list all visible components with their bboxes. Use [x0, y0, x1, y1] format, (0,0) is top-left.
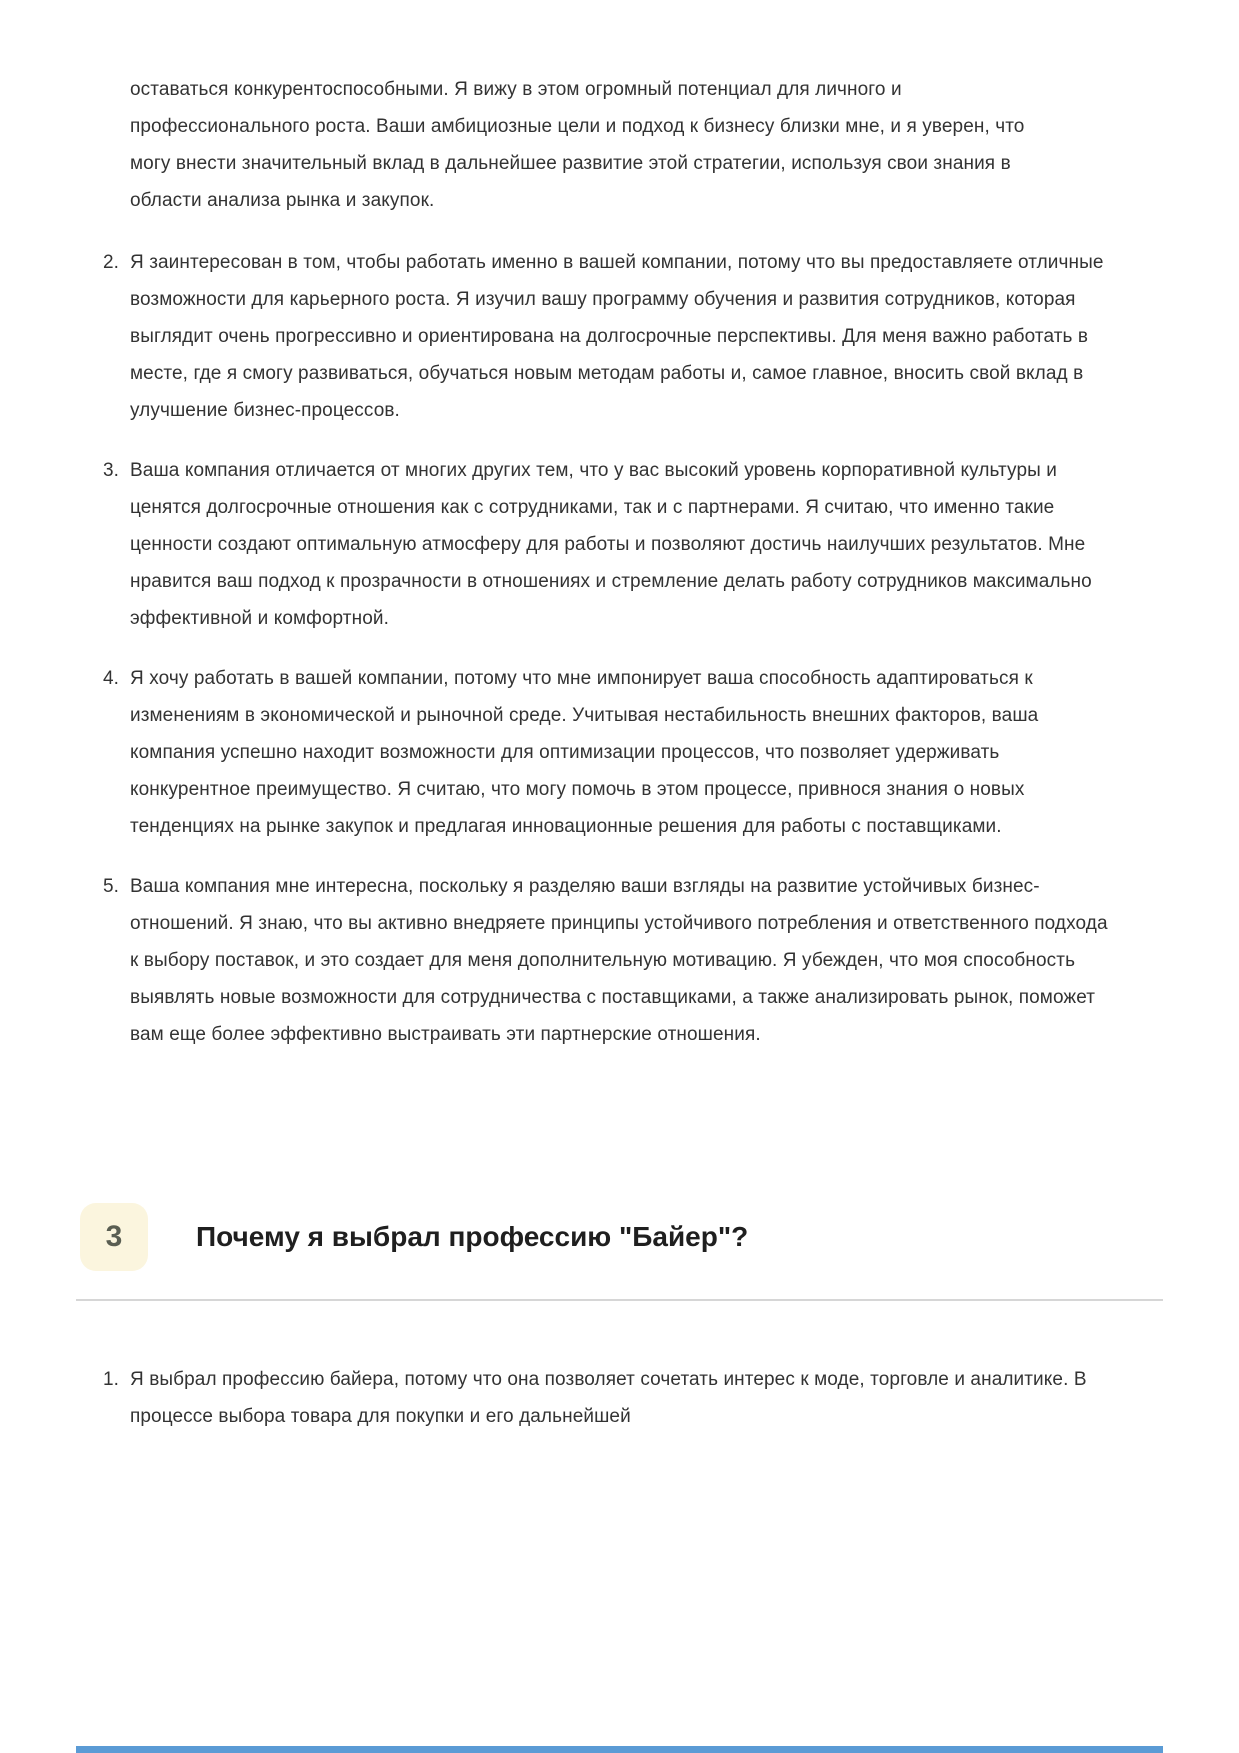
list-item	[76, 1361, 1120, 1435]
list-item	[76, 244, 1120, 429]
profession-list	[76, 1361, 1163, 1435]
list-item-number: 1.	[103, 1369, 120, 1390]
section-divider	[76, 1299, 1163, 1301]
list-item-number: 5.	[103, 876, 120, 897]
bottom-accent-bar	[76, 1746, 1163, 1753]
reasons-list	[76, 244, 1163, 1053]
list-item-number: 2.	[103, 252, 120, 273]
list-item-number: 4.	[103, 668, 120, 689]
section-number-badge: 3	[80, 1203, 148, 1271]
continuation-paragraph: оставаться конкурентоспособными. Я вижу в этом огромный потенциал для личного и профессионального роста. Ваши амбициозные цели и подход к бизнесу близки мне, и я уверен, что могу внести значительный вклад в дальнейшее развитие этой стратегии, используя свои знания в области анализа рынка и закупок.	[130, 79, 1025, 211]
section-heading	[76, 1203, 1163, 1271]
list-item-text: Я заинтересован в том, чтобы работать именно в вашей компании, потому что вы предоставляете отличные возможности для карьерного роста. Я изучил вашу программу обучения и развития сотрудников, которая выглядит очень прогрессивно и ориентирована на долгосрочные перспективы. Для меня важно работать в месте, где я смогу развиваться, обучаться новым методам работы и, самое главное, вносить свой вклад в улучшение бизнес-процессов.	[130, 252, 1104, 421]
list-item-text: Ваша компания мне интересна, поскольку я разделяю ваши взгляды на развитие устойчивых бизнес-отношений. Я знаю, что вы активно внедряете принципы устойчивого потребления и ответственного подхода к выбору поставок, и это создает для меня дополнительную мотивацию. Я убежден, что моя способность выявлять новые возможности для сотрудничества с поставщиками, а также анализировать рынок, поможет вам еще более эффективно выстраивать эти партнерские отношения.	[130, 876, 1108, 1045]
list-item	[76, 452, 1120, 637]
list-item-number: 3.	[103, 460, 120, 481]
section-title: Почему я выбрал профессию "Байер"?	[196, 1221, 749, 1252]
list-item	[76, 660, 1120, 845]
list-item-text: Ваша компания отличается от многих других тем, что у вас высокий уровень корпоративной культуры и ценятся долгосрочные отношения как с сотрудниками, так и с партнерами. Я считаю, что именно такие ценности создают оптимальную атмосферу для работы и позволяют достичь наилучших результатов. Мне нравится ваш подход к прозрачности в отношениях и стремление делать работу сотрудников максимально эффективной и комфортной.	[130, 460, 1092, 629]
list-item-text: Я хочу работать в вашей компании, потому что мне импонирует ваша способность адаптироваться к изменениям в экономической и рыночной среде. Учитывая нестабильность внешних факторов, ваша компания успешно находит возможности для оптимизации процессов, что позволяет удерживать конкурентное преимущество. Я считаю, что могу помочь в этом процессе, привнося знания о новых тенденциях на рынке закупок и предлагая инновационные решения для работы с поставщиками.	[130, 668, 1039, 837]
list-item	[76, 868, 1120, 1053]
list-item-text: Я выбрал профессию байера, потому что она позволяет сочетать интерес к моде, торговле и аналитике. В процессе выбора товара для покупки и его дальнейшей	[130, 1369, 1087, 1427]
